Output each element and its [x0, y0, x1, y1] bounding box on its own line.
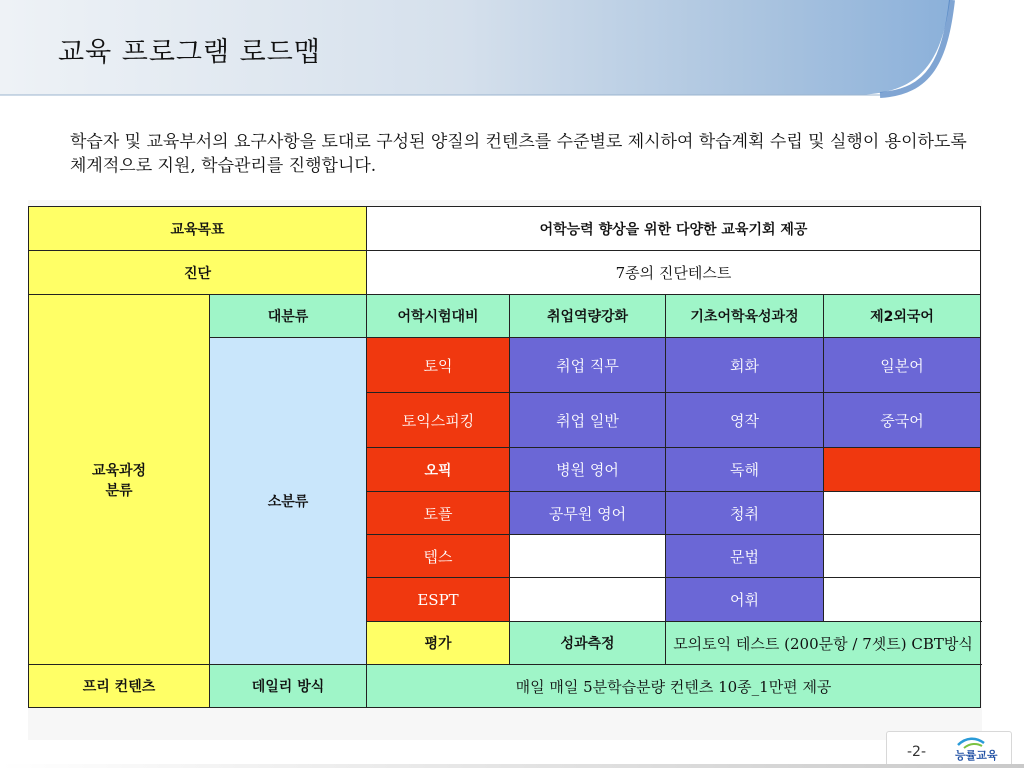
minor-category-label: 소분류 [210, 338, 367, 665]
diagnosis-value: 7종의 진단테스트 [367, 251, 981, 295]
course-cell: 토플 [367, 492, 510, 535]
course-cell: ESPT [367, 578, 510, 622]
goal-value: 어학능력 향상을 위한 다양한 교육기회 제공 [367, 207, 981, 251]
course-cell: 토익스피킹 [367, 393, 510, 448]
empty-cell [824, 578, 981, 622]
major-category-label: 대분류 [210, 295, 367, 338]
course-cell: 문법 [666, 535, 824, 578]
course-cell: 어휘 [666, 578, 824, 622]
course-cell: 회화 [666, 338, 824, 393]
free-content-sub-label: 데일리 방식 [210, 665, 367, 708]
evaluation-value: 모의토익 테스트 (200문항 / 7셋트) CBT방식 [666, 622, 981, 665]
course-cell: 병원 영어 [510, 448, 666, 492]
course-cell: 영작 [666, 393, 824, 448]
course-cell: 오픽 [367, 448, 510, 492]
evaluation-sub-label: 성과측정 [510, 622, 666, 665]
bottom-rule [0, 764, 1024, 768]
empty-cell [510, 535, 666, 578]
course-cell: 일본어 [824, 338, 981, 393]
course-cell: 텝스 [367, 535, 510, 578]
course-cell: 취업 직무 [510, 338, 666, 393]
evaluation-label: 평가 [367, 622, 510, 665]
diagnosis-label: 진단 [29, 251, 367, 295]
brand-logo-text: 능률교육 [955, 749, 998, 762]
course-cell: 청취 [666, 492, 824, 535]
course-cell: 취업 일반 [510, 393, 666, 448]
empty-cell [824, 535, 981, 578]
course-cell: 공무원 영어 [510, 492, 666, 535]
curriculum-label: 교육과정 분류 [29, 295, 210, 665]
free-content-value: 매일 매일 5분학습분량 컨텐츠 10종_1만편 제공 [367, 665, 981, 708]
empty-cell [824, 448, 981, 492]
course-cell: 독해 [666, 448, 824, 492]
category-header: 취업역량강화 [510, 295, 666, 338]
free-content-label: 프리 컨텐츠 [29, 665, 210, 708]
course-cell: 중국어 [824, 393, 981, 448]
category-header: 기초어학육성과정 [666, 295, 824, 338]
empty-cell [510, 578, 666, 622]
course-cell: 토익 [367, 338, 510, 393]
page-title: 교육 프로그램 로드맵 [58, 37, 321, 68]
category-header: 제2외국어 [824, 295, 981, 338]
category-header: 어학시험대비 [367, 295, 510, 338]
roadmap-table [28, 206, 981, 708]
empty-cell [824, 492, 981, 535]
intro-text: 학습자 및 교육부서의 요구사항을 토대로 구성된 양질의 컨텐츠를 수준별로 제시하여 학습계획 수립 및 실행이 용이하도록 체계적으로 지원, 학습관리를 진행합니다. [70, 132, 967, 176]
page-number: -2- [907, 744, 927, 760]
goal-label: 교육목표 [29, 207, 367, 251]
